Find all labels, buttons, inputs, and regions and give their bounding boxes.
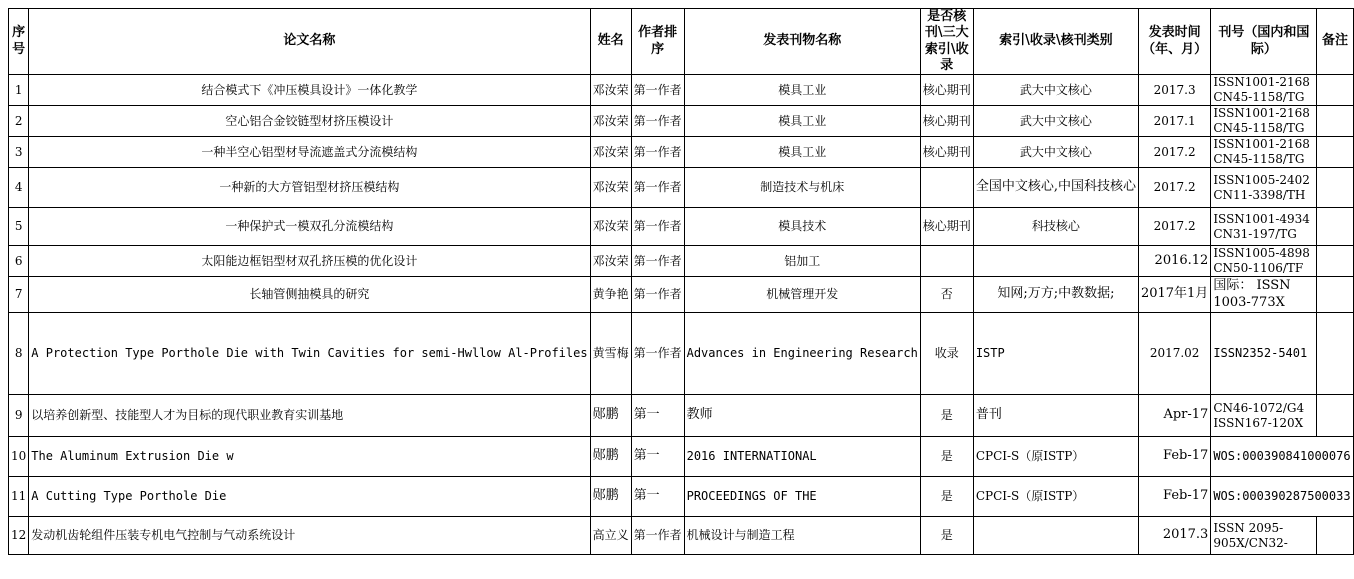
cell-category: 武大中文核心 [973,106,1138,137]
cell-order: 第一作者 [631,246,684,277]
table-row [9,395,1354,437]
issn-line-1: 国际： ISSN [1213,278,1291,294]
issn-line-1: ISSN1005-4898 [1213,246,1310,260]
cell-note [1317,277,1353,313]
cell-core: 核心期刊 [920,137,973,168]
cell-seq: 7 [9,277,29,313]
cell-title: A Cutting Type Porthole Die [29,477,590,517]
cell-time: Feb-17 [1138,437,1210,477]
cell-seq: 2 [9,106,29,137]
cell-name: 邓汝荣 [590,208,631,246]
cell-journal: Advances in Engineering Research [684,313,920,395]
cell-order: 第一作者 [631,106,684,137]
cell-title: 发动机齿轮组件压装专机电气控制与气动系统设计 [29,517,590,555]
cell-journal: 制造技术与机床 [684,168,920,208]
cell-time: 2017.2 [1138,137,1210,168]
issn-line-1: ISSN1001-2168 [1213,75,1310,89]
cell-note [1317,246,1353,277]
cell-name: 郧鹏 [590,437,631,477]
cell-seq: 11 [9,477,29,517]
table-row [9,137,1354,168]
cell-order: 第一 [631,477,684,517]
cell-core: 是 [920,395,973,437]
cell-core: 是 [920,437,973,477]
header-seq: 序号 [9,9,29,75]
issn-line-1: ISSN2352-5401 [1213,346,1308,360]
cell-issn [1211,106,1317,137]
cell-category: 武大中文核心 [973,75,1138,106]
cell-name: 郧鹏 [590,477,631,517]
header-journal: 发表刊物名称 [684,9,920,75]
issn-line-2: ISSN167-120X [1213,415,1304,430]
cell-order: 第一作者 [631,313,684,395]
cell-issn [1211,313,1317,395]
cell-issn [1211,395,1317,437]
cell-seq: 1 [9,75,29,106]
cell-category: 武大中文核心 [973,137,1138,168]
table-row [9,106,1354,137]
issn-line-2: CN31-197/TG [1213,226,1297,241]
header-time: 发表时间（年、月） [1138,9,1210,75]
cell-journal: 机械设计与制造工程 [684,517,920,555]
issn-line-1: CN46-1072/G4 [1213,400,1305,415]
cell-time: 2016.12 [1138,246,1210,277]
issn-line-1: ISSN1005-2402 [1213,172,1310,187]
cell-name: 黄雪梅 [590,313,631,395]
cell-time: Apr-17 [1138,395,1210,437]
table-row [9,313,1354,395]
cell-issn [1211,517,1317,555]
cell-name: 高立义 [590,517,631,555]
cell-title: 以培养创新型、技能型人才为目标的现代职业教育实训基地 [29,395,590,437]
cell-note [1317,75,1353,106]
cell-order: 第一作者 [631,137,684,168]
cell-name: 邓汝荣 [590,246,631,277]
issn-line-2: 905X/CN32- [1213,535,1288,550]
cell-order: 第一 [631,437,684,477]
cell-order: 第一作者 [631,75,684,106]
cell-seq: 10 [9,437,29,477]
cell-issn [1211,75,1317,106]
header-core: 是否核刊\三大索引\收录 [920,9,973,75]
cell-title: 空心铝合金铰链型材挤压模设计 [29,106,590,137]
cell-issn: WOS:000390287500033 [1211,477,1353,517]
cell-title: 一种保护式一模双孔分流模结构 [29,208,590,246]
header-note: 备注 [1317,9,1353,75]
cell-note [1317,313,1353,395]
table-row [9,477,1354,517]
issn-line-2: CN45-1158/TG [1213,121,1305,135]
issn-line-2: CN45-1158/TG [1213,152,1305,166]
cell-seq: 8 [9,313,29,395]
cell-seq: 5 [9,208,29,246]
cell-title: 长轴管侧抽模具的研究 [29,277,590,313]
cell-title: The Aluminum Extrusion Die w [29,437,590,477]
header-issn: 刊号（国内和国际） [1211,9,1317,75]
cell-note [1317,106,1353,137]
cell-name: 郧鹏 [590,395,631,437]
cell-note [1317,517,1353,555]
cell-title: 一种半空心铝型材导流遮盖式分流模结构 [29,137,590,168]
header-order: 作者排序 [631,9,684,75]
cell-core: 核心期刊 [920,75,973,106]
cell-seq: 3 [9,137,29,168]
cell-category: 普刊 [973,395,1138,437]
issn-line-1: ISSN1001-2168 [1213,137,1310,151]
cell-core: 是 [920,477,973,517]
cell-journal: 教师 [684,395,920,437]
cell-core: 否 [920,277,973,313]
table-row [9,277,1354,313]
cell-issn: WOS:000390841000076 [1211,437,1353,477]
cell-journal: 铝加工 [684,246,920,277]
cell-seq: 9 [9,395,29,437]
cell-core [920,246,973,277]
papers-table [8,8,1354,555]
cell-time: 2017.3 [1138,75,1210,106]
issn-line-1: ISSN 2095- [1213,520,1284,535]
cell-category [973,517,1138,555]
cell-category: CPCI-S（原ISTP） [973,437,1138,477]
cell-journal: 机械管理开发 [684,277,920,313]
cell-seq: 12 [9,517,29,555]
table-row [9,517,1354,555]
cell-journal: 模具工业 [684,137,920,168]
cell-journal: 模具技术 [684,208,920,246]
cell-time: 2017.3 [1138,517,1210,555]
table-row [9,246,1354,277]
issn-line-2: CN50-1106/TF [1213,261,1304,275]
cell-time: 2017.2 [1138,168,1210,208]
cell-name: 邓汝荣 [590,106,631,137]
cell-title: 一种新的大方管铝型材挤压模结构 [29,168,590,208]
cell-journal: PROCEEDINGS OF THE [684,477,920,517]
cell-time: 2017年1月 [1138,277,1210,313]
cell-category: 知网;万方;中教数据; [973,277,1138,313]
cell-core: 核心期刊 [920,106,973,137]
cell-category: CPCI-S（原ISTP） [973,477,1138,517]
cell-note [1317,168,1353,208]
cell-name: 黄争艳 [590,277,631,313]
table-row [9,168,1354,208]
issn-line-2: CN45-1158/TG [1213,90,1305,104]
table-row [9,75,1354,106]
issn-line-2: 1003-773X [1213,294,1285,310]
cell-name: 邓汝荣 [590,137,631,168]
cell-time: 2017.2 [1138,208,1210,246]
cell-core: 是 [920,517,973,555]
cell-issn [1211,168,1317,208]
cell-time: Feb-17 [1138,477,1210,517]
cell-journal: 模具工业 [684,75,920,106]
cell-order: 第一 [631,395,684,437]
cell-issn [1211,277,1317,313]
cell-name: 邓汝荣 [590,75,631,106]
header-title: 论文名称 [29,9,590,75]
cell-note [1317,395,1353,437]
issn-line-2: CN11-3398/TH [1213,187,1306,202]
cell-order: 第一作者 [631,517,684,555]
cell-category [973,246,1138,277]
cell-note [1317,208,1353,246]
cell-seq: 4 [9,168,29,208]
header-category: 索引\收录\核刊类别 [973,9,1138,75]
cell-order: 第一作者 [631,168,684,208]
cell-category: ISTP [973,313,1138,395]
cell-core: 核心期刊 [920,208,973,246]
cell-name: 邓汝荣 [590,168,631,208]
cell-issn [1211,246,1317,277]
table-row [9,208,1354,246]
issn-line-1: ISSN1001-2168 [1213,106,1310,120]
cell-issn [1211,208,1317,246]
cell-title: A Protection Type Porthole Die with Twin Cavities for semi-Hwllow Al-Profiles [29,313,590,395]
issn-line-1: ISSN1001-4934 [1213,211,1310,226]
cell-journal: 模具工业 [684,106,920,137]
cell-core: 收录 [920,313,973,395]
cell-note [1317,137,1353,168]
cell-time: 2017.02 [1138,313,1210,395]
cell-order: 第一作者 [631,277,684,313]
cell-issn [1211,137,1317,168]
cell-journal: 2016 INTERNATIONAL [684,437,920,477]
cell-category: 全国中文核心,中国科技核心 [973,168,1138,208]
cell-category: 科技核心 [973,208,1138,246]
cell-title: 太阳能边框铝型材双孔挤压模的优化设计 [29,246,590,277]
header-name: 姓名 [590,9,631,75]
cell-core [920,168,973,208]
header-row [9,9,1354,75]
cell-seq: 6 [9,246,29,277]
cell-time: 2017.1 [1138,106,1210,137]
cell-title: 结合模式下《冲压模具设计》一体化教学 [29,75,590,106]
table-row [9,437,1354,477]
cell-order: 第一作者 [631,208,684,246]
